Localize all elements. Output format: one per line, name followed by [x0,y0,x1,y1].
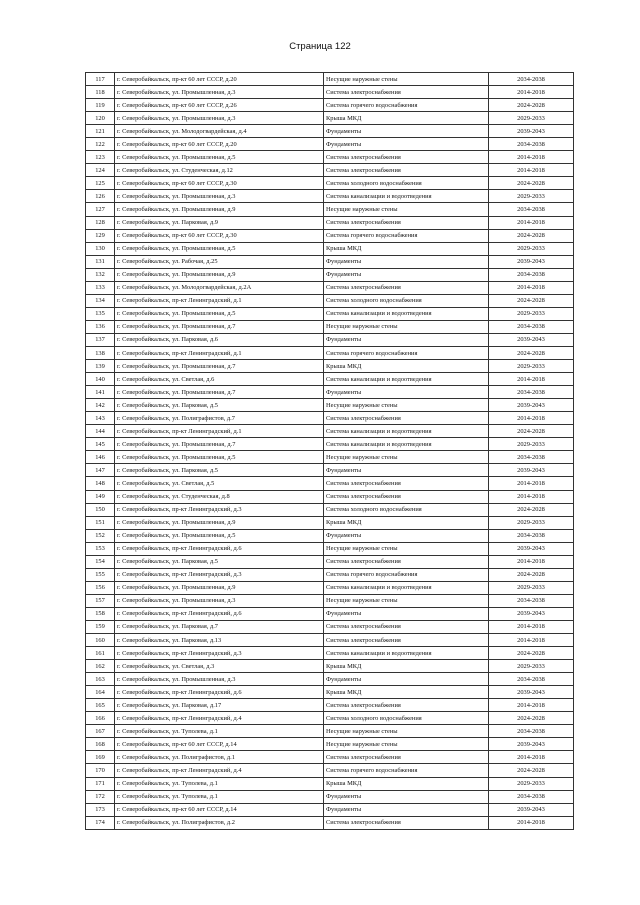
address-cell: г. Северобайкальск, ул. Парковая, д.5 [115,464,324,477]
table-row [86,803,574,816]
row-number-cell: 120 [86,112,115,125]
period-cell: 2039-2043 [489,255,574,268]
structure-type-cell: Фундаменты [324,333,489,346]
period-cell: 2024-2028 [489,712,574,725]
structure-type-cell: Фундаменты [324,607,489,620]
table-row [86,216,574,229]
row-number-cell: 122 [86,138,115,151]
row-number-cell: 173 [86,803,115,816]
structure-type-cell: Фундаменты [324,255,489,268]
table-row [86,647,574,660]
row-number-cell: 123 [86,151,115,164]
period-cell: 2014-2018 [489,477,574,490]
address-cell: г. Северобайкальск, ул. Промышленная, д.3 [115,86,324,99]
structure-type-cell: Фундаменты [324,673,489,686]
row-number-cell: 152 [86,529,115,542]
table-row [86,360,574,373]
table-row [86,503,574,516]
address-cell: г. Северобайкальск, ул. Полиграфистов, д.2 [115,816,324,829]
table-row [86,790,574,803]
address-cell: г. Северобайкальск, пр-кт Ленинградский, д.6 [115,542,324,555]
table-row [86,542,574,555]
period-cell: 2029-2033 [489,112,574,125]
row-number-cell: 130 [86,242,115,255]
period-cell: 2039-2043 [489,333,574,346]
table-row [86,125,574,138]
row-number-cell: 133 [86,281,115,294]
structure-type-cell: Система электроснабжения [324,699,489,712]
page-number-label: Страница 122 [289,41,351,52]
address-cell: г. Северобайкальск, ул. Студенческая, д.8 [115,490,324,503]
structure-type-cell: Система горячего водоснабжения [324,764,489,777]
period-cell: 2014-2018 [489,816,574,829]
address-cell: г. Северобайкальск, пр-кт Ленинградский, д.1 [115,294,324,307]
period-cell: 2034-2038 [489,725,574,738]
table-row [86,764,574,777]
table-row [86,634,574,647]
table-row [86,568,574,581]
row-number-cell: 139 [86,360,115,373]
structure-type-cell: Крыша МКД [324,112,489,125]
row-number-cell: 117 [86,73,115,86]
table-row [86,686,574,699]
table-row [86,451,574,464]
row-number-cell: 155 [86,568,115,581]
period-cell: 2024-2028 [489,764,574,777]
structure-type-cell: Система горячего водоснабжения [324,99,489,112]
table-row [86,425,574,438]
structure-type-cell: Несущие наружные стены [324,73,489,86]
period-cell: 2029-2033 [489,190,574,203]
row-number-cell: 156 [86,581,115,594]
address-cell: г. Северобайкальск, ул. Промышленная, д.5 [115,451,324,464]
table-row [86,294,574,307]
table-row [86,660,574,673]
table-row [86,607,574,620]
row-number-cell: 134 [86,294,115,307]
row-number-cell: 163 [86,673,115,686]
table-row [86,281,574,294]
table-row [86,164,574,177]
period-cell: 2024-2028 [489,294,574,307]
structure-type-cell: Система холодного водоснабжения [324,712,489,725]
table-row [86,399,574,412]
period-cell: 2014-2018 [489,281,574,294]
table-row [86,555,574,568]
address-cell: г. Северобайкальск, ул. Парковая, д.6 [115,333,324,346]
period-cell: 2034-2038 [489,203,574,216]
period-cell: 2039-2043 [489,607,574,620]
address-cell: г. Северобайкальск, ул. Парковая, д.17 [115,699,324,712]
period-cell: 2024-2028 [489,503,574,516]
address-cell: г. Северобайкальск, ул. Туполева, д.1 [115,777,324,790]
address-cell: г. Северобайкальск, пр-кт 60 лет СССР, д.14 [115,738,324,751]
period-cell: 2024-2028 [489,177,574,190]
table-row [86,242,574,255]
structure-type-cell: Фундаменты [324,125,489,138]
table-row [86,386,574,399]
period-cell: 2034-2038 [489,320,574,333]
table-row [86,725,574,738]
address-cell: г. Северобайкальск, ул. Промышленная, д.7 [115,438,324,451]
row-number-cell: 125 [86,177,115,190]
address-cell: г. Северобайкальск, ул. Светлая, д.3 [115,660,324,673]
row-number-cell: 144 [86,425,115,438]
table-row [86,477,574,490]
row-number-cell: 157 [86,594,115,607]
period-cell: 2034-2038 [489,594,574,607]
row-number-cell: 142 [86,399,115,412]
structure-type-cell: Система канализации и водоотведения [324,190,489,203]
table-row [86,529,574,542]
period-cell: 2024-2028 [489,229,574,242]
table-row [86,620,574,633]
address-cell: г. Северобайкальск, ул. Промышленная, д.7 [115,320,324,333]
period-cell: 2034-2038 [489,138,574,151]
row-number-cell: 143 [86,412,115,425]
table-row [86,438,574,451]
structure-type-cell: Система канализации и водоотведения [324,647,489,660]
period-cell: 2014-2018 [489,164,574,177]
structure-type-cell: Система канализации и водоотведения [324,373,489,386]
row-number-cell: 149 [86,490,115,503]
table-row [86,177,574,190]
row-number-cell: 154 [86,555,115,568]
table-row [86,320,574,333]
structure-type-cell: Система электроснабжения [324,86,489,99]
structure-type-cell: Несущие наружные стены [324,738,489,751]
address-cell: г. Северобайкальск, пр-кт 60 лет СССР, д.30 [115,229,324,242]
structure-type-cell: Несущие наружные стены [324,451,489,464]
period-cell: 2029-2033 [489,777,574,790]
period-cell: 2039-2043 [489,542,574,555]
structure-type-cell: Система холодного водоснабжения [324,294,489,307]
row-number-cell: 172 [86,790,115,803]
row-number-cell: 126 [86,190,115,203]
structure-type-cell: Крыша МКД [324,777,489,790]
table-row [86,73,574,86]
row-number-cell: 138 [86,346,115,359]
address-cell: г. Северобайкальск, ул. Промышленная, д.3 [115,190,324,203]
table-row [86,373,574,386]
structure-type-cell: Фундаменты [324,268,489,281]
row-number-cell: 168 [86,738,115,751]
period-cell: 2029-2033 [489,360,574,373]
address-cell: г. Северобайкальск, ул. Промышленная, д.5 [115,529,324,542]
row-number-cell: 174 [86,816,115,829]
row-number-cell: 161 [86,647,115,660]
address-cell: г. Северобайкальск, пр-кт Ленинградский, д.6 [115,686,324,699]
period-cell: 2039-2043 [489,738,574,751]
address-cell: г. Северобайкальск, ул. Промышленная, д.3 [115,112,324,125]
structure-type-cell: Фундаменты [324,464,489,477]
address-cell: г. Северобайкальск, ул. Промышленная, д.5 [115,242,324,255]
structure-type-cell: Фундаменты [324,790,489,803]
row-number-cell: 165 [86,699,115,712]
period-cell: 2014-2018 [489,620,574,633]
row-number-cell: 141 [86,386,115,399]
row-number-cell: 153 [86,542,115,555]
structure-type-cell: Система электроснабжения [324,164,489,177]
structure-type-cell: Система электроснабжения [324,412,489,425]
address-cell: г. Северобайкальск, ул. Промышленная, д.7 [115,386,324,399]
address-cell: г. Северобайкальск, пр-кт Ленинградский, д.3 [115,647,324,660]
period-cell: 2029-2033 [489,438,574,451]
address-cell: г. Северобайкальск, пр-кт Ленинградский, д.3 [115,503,324,516]
row-number-cell: 171 [86,777,115,790]
address-cell: г. Северобайкальск, ул. Туполева, д.1 [115,790,324,803]
period-cell: 2034-2038 [489,386,574,399]
address-cell: г. Северобайкальск, ул. Промышленная, д.3 [115,673,324,686]
table-row [86,333,574,346]
row-number-cell: 166 [86,712,115,725]
address-cell: г. Северобайкальск, пр-кт Ленинградский, д.4 [115,712,324,725]
table-row [86,464,574,477]
period-cell: 2014-2018 [489,699,574,712]
row-number-cell: 121 [86,125,115,138]
row-number-cell: 145 [86,438,115,451]
structure-type-cell: Система канализации и водоотведения [324,307,489,320]
period-cell: 2034-2038 [489,268,574,281]
row-number-cell: 159 [86,620,115,633]
period-cell: 2014-2018 [489,151,574,164]
period-cell: 2014-2018 [489,555,574,568]
period-cell: 2034-2038 [489,790,574,803]
repair-schedule-table [85,72,574,830]
structure-type-cell: Система электроснабжения [324,216,489,229]
table-row [86,412,574,425]
period-cell: 2029-2033 [489,660,574,673]
address-cell: г. Северобайкальск, пр-кт Ленинградский, д.6 [115,607,324,620]
address-cell: г. Северобайкальск, ул. Промышленная, д.7 [115,360,324,373]
address-cell: г. Северобайкальск, ул. Светлая, д.5 [115,477,324,490]
row-number-cell: 118 [86,86,115,99]
period-cell: 2034-2038 [489,73,574,86]
address-cell: г. Северобайкальск, ул. Полиграфистов, д.1 [115,751,324,764]
structure-type-cell: Система электроснабжения [324,555,489,568]
structure-type-cell: Несущие наружные стены [324,320,489,333]
row-number-cell: 150 [86,503,115,516]
period-cell: 2014-2018 [489,216,574,229]
address-cell: г. Северобайкальск, ул. Молодогвардейская, д.4 [115,125,324,138]
period-cell: 2014-2018 [489,490,574,503]
structure-type-cell: Система электроснабжения [324,490,489,503]
address-cell: г. Северобайкальск, ул. Промышленная, д.3 [115,594,324,607]
table-row [86,751,574,764]
address-cell: г. Северобайкальск, пр-кт Ленинградский, д.4 [115,764,324,777]
period-cell: 2024-2028 [489,346,574,359]
table-row [86,86,574,99]
structure-type-cell: Система электроснабжения [324,816,489,829]
period-cell: 2029-2033 [489,307,574,320]
structure-type-cell: Система электроснабжения [324,634,489,647]
structure-type-cell: Крыша МКД [324,516,489,529]
period-cell: 2014-2018 [489,412,574,425]
row-number-cell: 140 [86,373,115,386]
table-row [86,229,574,242]
address-cell: г. Северобайкальск, пр-кт 60 лет СССР, д.20 [115,73,324,86]
address-cell: г. Северобайкальск, ул. Промышленная, д.9 [115,581,324,594]
structure-type-cell: Фундаменты [324,138,489,151]
table-row [86,699,574,712]
address-cell: г. Северобайкальск, ул. Светлая, д.6 [115,373,324,386]
row-number-cell: 151 [86,516,115,529]
structure-type-cell: Система канализации и водоотведения [324,438,489,451]
table-row [86,99,574,112]
row-number-cell: 119 [86,99,115,112]
structure-type-cell: Система холодного водоснабжения [324,503,489,516]
period-cell: 2039-2043 [489,464,574,477]
address-cell: г. Северобайкальск, ул. Промышленная, д.5 [115,307,324,320]
period-cell: 2014-2018 [489,751,574,764]
structure-type-cell: Система электроснабжения [324,477,489,490]
structure-type-cell: Фундаменты [324,803,489,816]
row-number-cell: 132 [86,268,115,281]
structure-type-cell: Крыша МКД [324,360,489,373]
structure-type-cell: Система электроснабжения [324,151,489,164]
period-cell: 2039-2043 [489,686,574,699]
address-cell: г. Северобайкальск, ул. Полиграфистов, д.7 [115,412,324,425]
address-cell: г. Северобайкальск, ул. Туполева, д.1 [115,725,324,738]
period-cell: 2014-2018 [489,373,574,386]
address-cell: г. Северобайкальск, ул. Студенческая, д.12 [115,164,324,177]
table-row [86,268,574,281]
row-number-cell: 164 [86,686,115,699]
period-cell: 2034-2038 [489,451,574,464]
structure-type-cell: Несущие наружные стены [324,399,489,412]
table-row [86,516,574,529]
row-number-cell: 170 [86,764,115,777]
period-cell: 2039-2043 [489,125,574,138]
structure-type-cell: Система электроснабжения [324,281,489,294]
address-cell: г. Северобайкальск, пр-кт 60 лет СССР, д.14 [115,803,324,816]
structure-type-cell: Несущие наружные стены [324,542,489,555]
address-cell: г. Северобайкальск, пр-кт 60 лет СССР, д.20 [115,138,324,151]
table-row [86,346,574,359]
table-row [86,777,574,790]
structure-type-cell: Система горячего водоснабжения [324,229,489,242]
table-row [86,203,574,216]
address-cell: г. Северобайкальск, ул. Промышленная, д.9 [115,268,324,281]
table-row [86,151,574,164]
row-number-cell: 160 [86,634,115,647]
table-body [86,73,574,830]
structure-type-cell: Фундаменты [324,386,489,399]
row-number-cell: 167 [86,725,115,738]
table-row [86,490,574,503]
period-cell: 2024-2028 [489,99,574,112]
address-cell: г. Северобайкальск, пр-кт 60 лет СССР, д.30 [115,177,324,190]
period-cell: 2029-2033 [489,242,574,255]
row-number-cell: 148 [86,477,115,490]
structure-type-cell: Несущие наружные стены [324,725,489,738]
row-number-cell: 147 [86,464,115,477]
structure-type-cell: Несущие наружные стены [324,203,489,216]
period-cell: 2029-2033 [489,581,574,594]
table-row [86,307,574,320]
period-cell: 2039-2043 [489,399,574,412]
period-cell: 2034-2038 [489,673,574,686]
table-row [86,190,574,203]
structure-type-cell: Крыша МКД [324,660,489,673]
address-cell: г. Северобайкальск, пр-кт Ленинградский, д.1 [115,425,324,438]
period-cell: 2024-2028 [489,647,574,660]
address-cell: г. Северобайкальск, ул. Промышленная, д.9 [115,203,324,216]
table-row [86,255,574,268]
structure-type-cell: Система горячего водоснабжения [324,568,489,581]
table-row [86,712,574,725]
row-number-cell: 124 [86,164,115,177]
address-cell: г. Северобайкальск, ул. Молодогвардейская, д.2А [115,281,324,294]
row-number-cell: 135 [86,307,115,320]
address-cell: г. Северобайкальск, ул. Парковая, д.7 [115,620,324,633]
row-number-cell: 136 [86,320,115,333]
structure-type-cell: Система горячего водоснабжения [324,346,489,359]
address-cell: г. Северобайкальск, пр-кт 60 лет СССР, д.26 [115,99,324,112]
structure-type-cell: Крыша МКД [324,242,489,255]
structure-type-cell: Система электроснабжения [324,751,489,764]
structure-type-cell: Крыша МКД [324,686,489,699]
table-row [86,594,574,607]
table-row [86,112,574,125]
row-number-cell: 158 [86,607,115,620]
table-row [86,581,574,594]
period-cell: 2029-2033 [489,516,574,529]
address-cell: г. Северобайкальск, пр-кт Ленинградский, д.1 [115,346,324,359]
row-number-cell: 162 [86,660,115,673]
address-cell: г. Северобайкальск, пр-кт Ленинградский, д.3 [115,568,324,581]
table-row [86,738,574,751]
row-number-cell: 169 [86,751,115,764]
table-row [86,138,574,151]
row-number-cell: 137 [86,333,115,346]
period-cell: 2034-2038 [489,529,574,542]
address-cell: г. Северобайкальск, ул. Парковая, д.5 [115,399,324,412]
address-cell: г. Северобайкальск, ул. Рабочая, д.25 [115,255,324,268]
structure-type-cell: Система канализации и водоотведения [324,581,489,594]
period-cell: 2039-2043 [489,803,574,816]
structure-type-cell: Система холодного водоснабжения [324,177,489,190]
period-cell: 2024-2028 [489,568,574,581]
table-row [86,816,574,829]
row-number-cell: 146 [86,451,115,464]
structure-type-cell: Система канализации и водоотведения [324,425,489,438]
row-number-cell: 127 [86,203,115,216]
period-cell: 2014-2018 [489,634,574,647]
address-cell: г. Северобайкальск, ул. Парковая, д.9 [115,216,324,229]
structure-type-cell: Фундаменты [324,529,489,542]
row-number-cell: 129 [86,229,115,242]
address-cell: г. Северобайкальск, ул. Парковая, д.13 [115,634,324,647]
table-row [86,673,574,686]
row-number-cell: 128 [86,216,115,229]
row-number-cell: 131 [86,255,115,268]
address-cell: г. Северобайкальск, ул. Парковая, д.5 [115,555,324,568]
period-cell: 2014-2018 [489,86,574,99]
structure-type-cell: Несущие наружные стены [324,594,489,607]
address-cell: г. Северобайкальск, ул. Промышленная, д.9 [115,516,324,529]
structure-type-cell: Система электроснабжения [324,620,489,633]
period-cell: 2024-2028 [489,425,574,438]
address-cell: г. Северобайкальск, ул. Промышленная, д.5 [115,151,324,164]
